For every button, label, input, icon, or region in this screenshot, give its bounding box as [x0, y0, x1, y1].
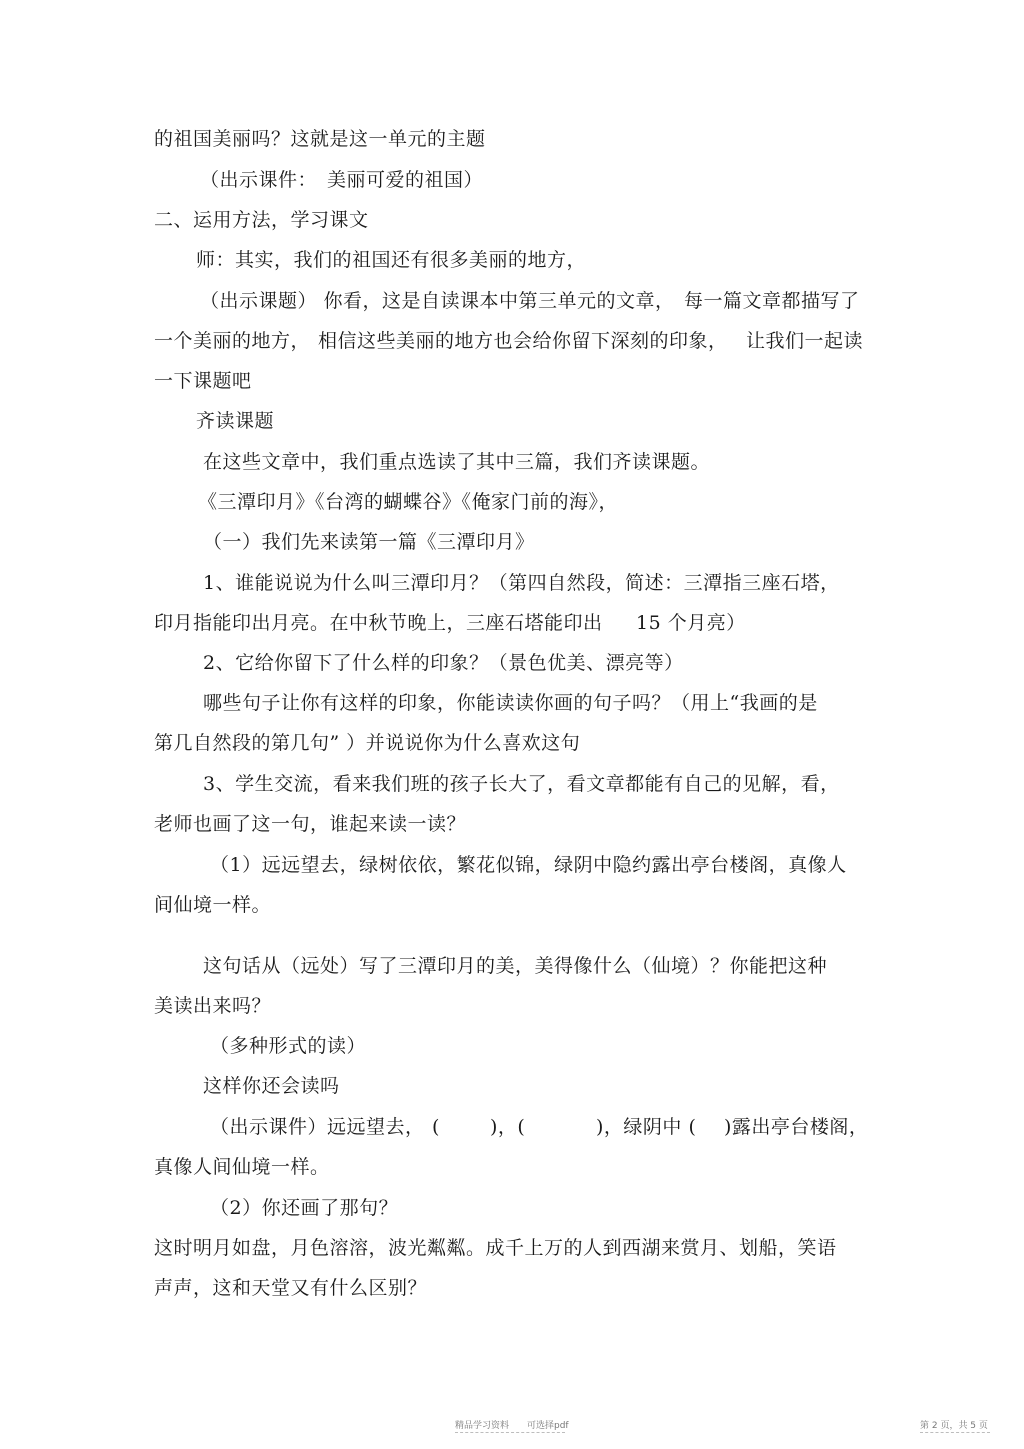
text-line: 相信这些美丽的地方也会给你留下深刻的印象，: [318, 330, 728, 352]
text-line: 2、它给你留下了什么样的印象？（景色优美、漂亮等）: [203, 652, 684, 674]
text-line: )露出亭台楼阁，: [724, 1116, 869, 1138]
text-line: 每一篇文章都描写了: [684, 290, 860, 312]
text-line: 第几自然段的第几句” ）并说说你为什么喜欢这句: [154, 732, 581, 754]
text-line: 的祖国美丽吗？这就是这一单元的主题: [154, 128, 486, 150]
text-line: 在这些文章中，我们重点选读了其中三篇，我们齐读课题。: [203, 451, 711, 473]
text-line: 《三潭印月》《台湾的蝴蝶谷》《俺家门前的海》，: [198, 491, 619, 513]
blank-close-open: )，绿阴中 (: [596, 1116, 697, 1138]
text-line: （多种形式的读）: [210, 1035, 367, 1057]
text-line: 这句话从（远处）写了三潭印月的美，美得像什么（仙境）？你能把这种: [203, 955, 828, 977]
text-line: 齐读课题: [196, 410, 275, 432]
footer-divider: [455, 1432, 565, 1433]
text-line: 老师也画了这一句，谁起来读一读？: [154, 813, 467, 835]
text-line: 师：其实，我们的祖国还有很多美丽的地方，: [196, 249, 587, 271]
text-line: （2）你还画了那句？: [210, 1197, 399, 1219]
text-line: （1）远远望去，绿树依依，繁花似锦，绿阴中隐约露出亭台楼阁，真像人: [210, 854, 847, 876]
text-line: 一个美丽的地方，: [154, 330, 311, 352]
text-line: 1、谁能说说为什么叫三潭印月？（第四自然段，简述：三潭指三座石塔，: [203, 572, 840, 594]
blank-open: (: [432, 1116, 440, 1138]
text-line: （出示课题） 你看，这是自读课本中第三单元的文章，: [200, 290, 675, 312]
text-line: 真像人间仙境一样。: [154, 1156, 330, 1178]
text-line: 让我们一起读: [746, 330, 864, 352]
footer-watermark: 精品学习资料 可选择pdf: [455, 1421, 569, 1431]
text-line: 这时明月如盘，月色溶溶，波光粼粼。成千上万的人到西湖来赏月、划船，笑语: [154, 1237, 837, 1259]
text-line: （出示课件： 美丽可爱的祖国）: [200, 169, 484, 191]
text-line: 一下课题吧: [154, 370, 252, 392]
text-line: 这样你还会读吗: [203, 1075, 340, 1097]
footer-divider: [920, 1432, 990, 1433]
text-line: 美读出来吗？: [154, 995, 272, 1017]
text-line: 哪些句子让你有这样的印象，你能读读你画的句子吗？（用上“我画的是: [203, 692, 818, 714]
text-line: 3、学生交流，看来我们班的孩子长大了，看文章都能有自己的见解，看，: [203, 773, 840, 795]
text-line: 15 个月亮）: [636, 612, 746, 634]
text-line: 印月指能印出月亮。在中秋节晚上，三座石塔能印出: [154, 612, 603, 634]
text-line: 声声，这和天堂又有什么区别？: [154, 1277, 428, 1299]
subsection-heading: （一）我们先来读第一篇《三潭印月》: [203, 531, 535, 553]
section-heading: 二、运用方法，学习课文: [154, 209, 369, 231]
page-number: 第 2 页，共 5 页: [920, 1421, 988, 1431]
text-line: （出示课件）远远望去，: [210, 1116, 425, 1138]
blank-close-open: )，(: [490, 1116, 526, 1138]
text-line: 间仙境一样。: [154, 894, 272, 916]
